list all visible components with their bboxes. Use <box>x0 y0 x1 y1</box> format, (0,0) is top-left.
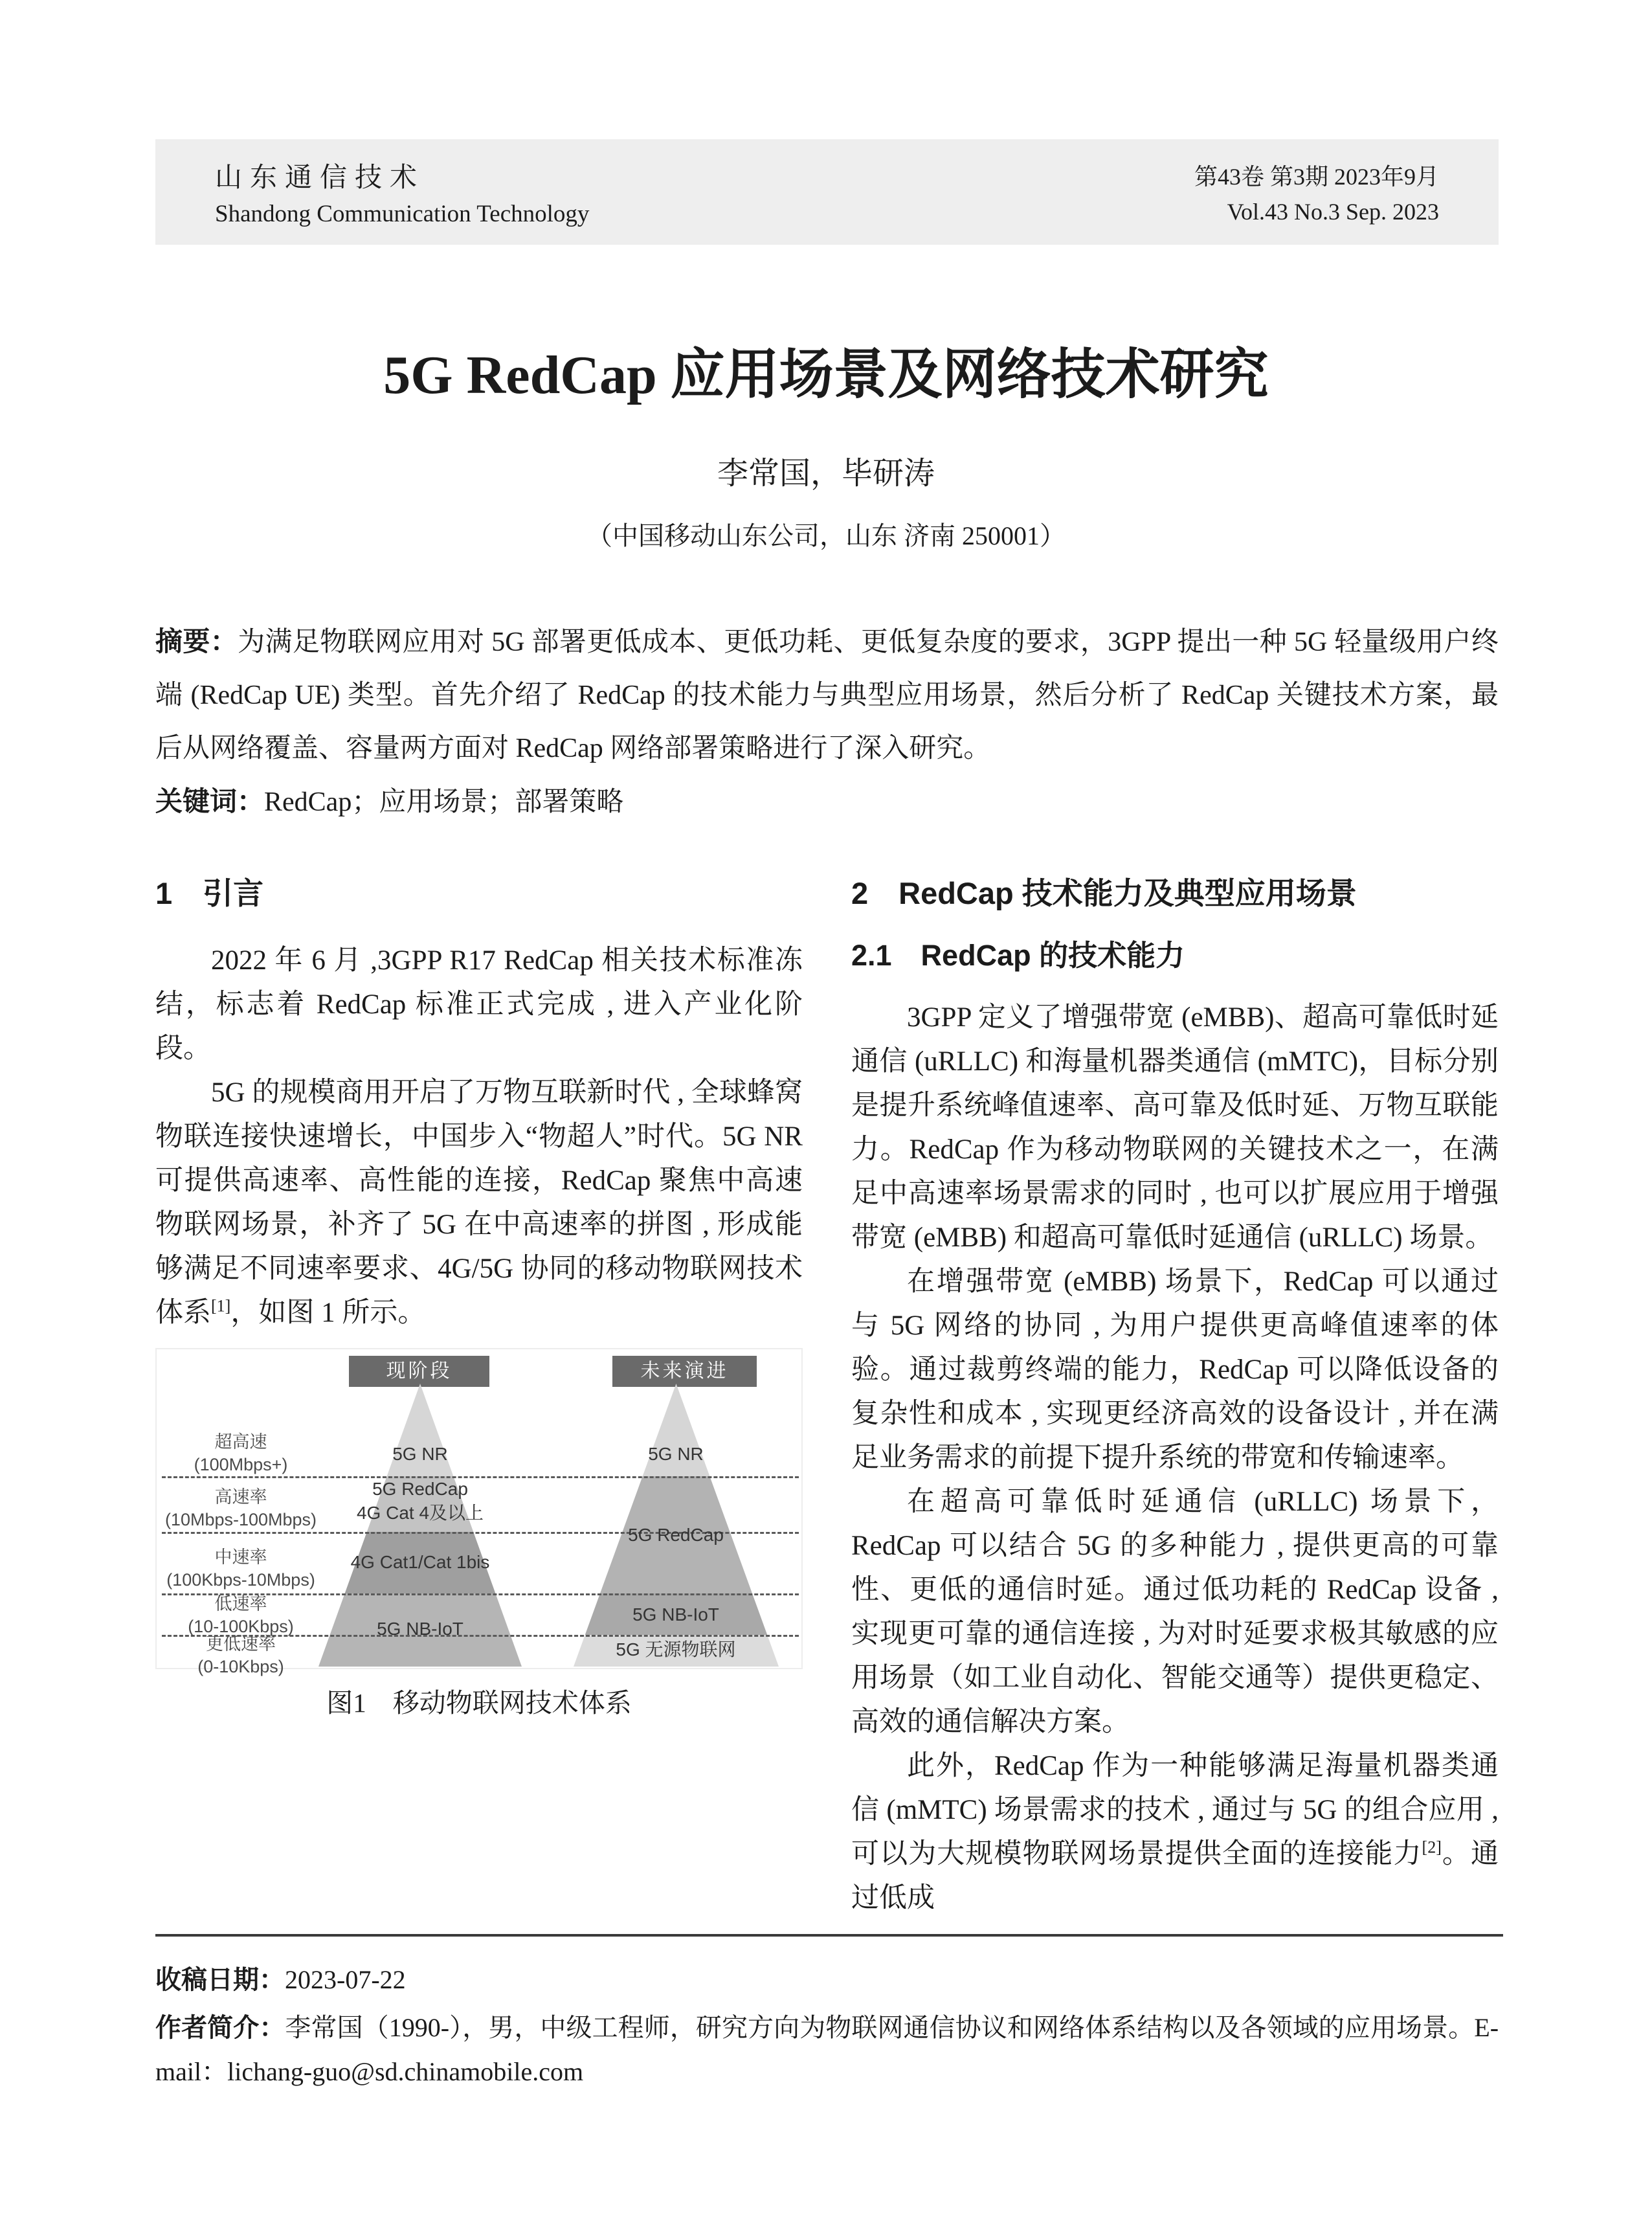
received-date-value: 2023-07-22 <box>285 1965 406 1994</box>
affiliation-line: （中国移动山东公司，山东 济南 250001） <box>586 521 1066 550</box>
tier-range: (100Mbps+) <box>194 1455 288 1474</box>
tier-name: 超高速 <box>214 1432 267 1452</box>
journal-name-en: Shandong Communication Technology <box>215 201 590 227</box>
section-2-1-heading: 2.1 RedCap 的技术能力 <box>851 939 1185 972</box>
figure-stage-header-current: 现阶段 <box>349 1356 489 1387</box>
paragraph-text: 5G 的规模商用开启了万物互联新时代 , 全球蜂窝物联连接快速增长，中国步入“物超人”时代。5G NR 可提供高速率、高性能的连接，RedCap 聚焦中高速物联网场景，补齐了 5G 在中高速率的拼图 , 形成能够满足不同速率要求、4G/5G 协同的移动物联网技术体系 <box>155 1077 803 1328</box>
section-2-paragraph-4 <box>851 1744 1499 1920</box>
footnote-divider <box>155 1934 1503 1937</box>
abstract-label: 摘要： <box>155 626 238 657</box>
paragraph-text: 此外，RedCap 作为一种能够满足海量机器类通信 (mMTC) 场景需求的技术 , 通过与 5G 的组合应用 , 可以为大规模物联网场景提供全面的连接能力 <box>851 1751 1499 1869</box>
authors-line: 李常国，毕研涛 <box>717 456 935 491</box>
segment-label-future-redcap: 5G RedCap <box>628 1525 724 1545</box>
section-2-paragraph-1: 3GPP 定义了增强带宽 (eMBB)、超高可靠低时延通信 (uRLLC) 和海量机器类通信 (mMTC)，目标分别是提升系统峰值速率、高可靠及低时延、万物互联能力。RedCap 作为移动物联网的关键技术之一，在满足中高速率场景需求的同时 , 也可以扩展应用于增强带宽 (eMBB) 和超高可靠低时延通信 (uRLLC) 场景。 <box>851 1002 1499 1253</box>
segment-label-line: 5G RedCap <box>372 1479 468 1499</box>
tier-range: (10-100Kbps) <box>188 1617 294 1636</box>
journal-issue-block <box>1194 159 1439 225</box>
paragraph-text: ，如图 1 所示。 <box>230 1298 426 1328</box>
figure-1-caption: 图1 移动物联网技术体系 <box>326 1688 632 1718</box>
segment-label-future-passive-iot: 5G 无源物联网 <box>616 1639 736 1659</box>
abstract-text: 为满足物联网应用对 5G 部署更低成本、更低功耗、更低复杂度的要求，3GPP 提出一种 5G 轻量级用户终端 (RedCap UE) 类型。首先介绍了 RedCap 的技术能力与典型应用场景，然后分析了 RedCap 关键技术方案，最后从网络覆盖、容量两方面对 RedCap 网络部署策略进行了深入研究。 <box>155 627 1499 763</box>
page-title: 5G RedCap 应用场景及网络技术研究 <box>383 345 1269 405</box>
reference-marker-2: [2] <box>1422 1838 1442 1857</box>
received-date-line <box>155 1958 1499 2002</box>
journal-header-bar <box>155 139 1499 245</box>
received-date-label: 收稿日期： <box>155 1966 285 1994</box>
keywords-paragraph <box>155 775 1499 829</box>
tier-name: 低速率 <box>214 1594 267 1613</box>
abstract-block <box>155 615 1499 829</box>
section-2-heading: 2 RedCap 技术能力及典型应用场景 <box>851 876 1357 910</box>
figure-stage-header-future: 未来演进 <box>612 1356 757 1387</box>
tier-range: (100Kbps-10Mbps) <box>166 1570 315 1590</box>
author-bio-label: 作者简介： <box>155 2014 285 2042</box>
section-1-paragraph-2 <box>155 1071 803 1335</box>
right-column <box>851 874 1499 1920</box>
footnote-block <box>155 1958 1499 2098</box>
tier-name: 高速率 <box>214 1487 267 1507</box>
segment-label-current-nbiot: 5G NB-IoT <box>377 1619 463 1639</box>
tier-range: (10Mbps-100Mbps) <box>164 1510 317 1529</box>
segment-label-current-cat1: 4G Cat1/Cat 1bis <box>350 1552 490 1572</box>
segment-label-current-redcap <box>291 1477 550 1525</box>
segment-label-current-5g-nr: 5G NR <box>392 1444 448 1464</box>
author-bio-line <box>155 2006 1499 2094</box>
segment-label-future-5g-nr: 5G NR <box>648 1444 704 1464</box>
reference-marker-1: [1] <box>211 1296 231 1316</box>
journal-issue-en: Vol.43 No.3 Sep. 2023 <box>1227 199 1439 225</box>
segment-label-line: 4G Cat 4及以上 <box>356 1503 484 1523</box>
author-bio-text: 李常国（1990-），男，中级工程师，研究方向为物联网通信协议和网络体系结构以及各领域的应用场景。E-mail：lichang-guo@sd.chinamobile.com <box>155 2013 1499 2086</box>
tier-name: 更低速率 <box>206 1634 276 1654</box>
section-1-heading: 1 引言 <box>155 876 264 910</box>
journal-issue-cn: 第43卷 第3期 2023年9月 <box>1194 164 1439 190</box>
section-1-paragraph-1: 2022 年 6 月 ,3GPP R17 RedCap 相关技术标准冻结，标志着 RedCap 标准正式完成 , 进入产业化阶段。 <box>155 945 803 1064</box>
tier-name: 中速率 <box>214 1547 267 1567</box>
tier-range: (0-10Kbps) <box>197 1657 284 1676</box>
figure-1 <box>155 1348 803 1676</box>
segment-label-future-nbiot: 5G NB-IoT <box>632 1604 719 1625</box>
keywords-text: RedCap；应用场景；部署策略 <box>264 787 624 817</box>
section-2-paragraph-3: 在超高可靠低时延通信 (uRLLC) 场景下，RedCap 可以结合 5G 的多种能力 , 提供更高的可靠性、更低的通信时延。通过低功耗的 RedCap 设备 , 实现更可靠的通信连接 , 为对时延要求极其敏感的应用场景（如工业自动化、智能交通等）提供更稳定、高效的通信解决方案。 <box>851 1487 1499 1737</box>
section-2-paragraph-2: 在增强带宽 (eMBB) 场景下，RedCap 可以通过与 5G 网络的协同 , 为用户提供更高峰值速率的体验。通过裁剪终端的能力，RedCap 可以降低设备的复杂性和成本 , 实现更经济高效的设备设计 , 并在满足业务需求的前提下提升系统的带宽和传输速率。 <box>851 1266 1499 1473</box>
left-column <box>155 874 803 1722</box>
journal-name-cn: 山东通信技术 <box>215 163 425 193</box>
keywords-label: 关键词： <box>155 786 265 816</box>
journal-name-block <box>215 156 589 228</box>
paragraph-text: 。通过低成 <box>851 1839 1499 1913</box>
abstract-paragraph <box>155 615 1499 775</box>
